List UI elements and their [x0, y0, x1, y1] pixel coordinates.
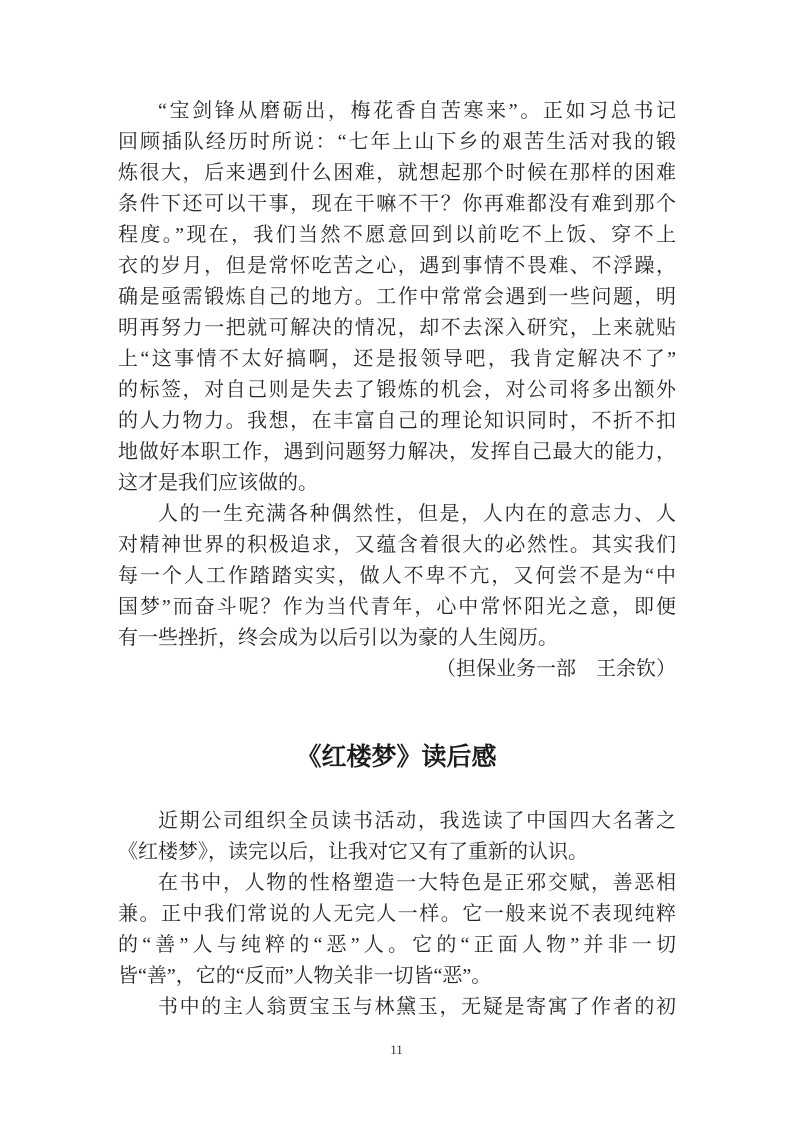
paragraph-line: 这才是我们应该做的。: [118, 472, 318, 494]
paragraph-line: 衣的岁月，但是常怀吃苦之心，遇到事情不畏难、不浮躁，: [118, 255, 676, 277]
essay-title: 《红楼梦》读后感: [296, 743, 497, 771]
paragraph-line: 条件下还可以干事，现在干嘛不干？你再难都没有难到那个: [118, 193, 676, 215]
essay2-body: [118, 806, 676, 1023]
paragraph-line: 人的一生充满各种偶然性，但是，人内在的意志力、人: [158, 503, 676, 525]
paragraph-line: 上“这事情不太好搞啊，还是报领导吧，我肯定解决不了”: [118, 348, 676, 370]
paragraph-line: 地做好本职工作，遇到问题努力解决，发挥自己最大的能力，: [118, 441, 676, 463]
paragraph-line: 皆“善”，它的“反而”人物关非一切皆“恶”。: [118, 965, 492, 987]
paragraph-line: 确是亟需锻炼自己的地方。工作中常常会遇到一些问题，明: [118, 286, 676, 308]
paragraph-line: 的人力物力。我想，在丰富自己的理论知识同时，不折不扣: [118, 410, 676, 432]
author-signature: （担保业务一部 王余钦）: [436, 658, 676, 680]
paragraph-line: 程度。”现在，我们当然不愿意回到以前吃不上饭、穿不上: [118, 224, 676, 246]
paragraph-line: 回顾插队经历时所说：“七年上山下乡的艰苦生活对我的锻: [118, 131, 676, 153]
essay1-body: [118, 96, 676, 685]
paragraph-line: 书中的主人翁贾宝玉与林黛玉，无疑是寄寓了作者的初: [158, 996, 676, 1018]
paragraph-line: 近期公司组织全员读书活动，我选读了中国四大名著之: [158, 810, 676, 832]
paragraph-line: 明再努力一把就可解决的情况，却不去深入研究，上来就贴: [118, 317, 676, 339]
paragraph-line: 对精神世界的积极追求，又蕴含着很大的必然性。其实我们: [118, 534, 676, 556]
paragraph-line: 的标签，对自己则是失去了锻炼的机会，对公司将多出额外: [118, 379, 676, 401]
paragraph-line: 每一个人工作踏踏实实，做人不卑不亢，又何尝不是为“中: [118, 565, 676, 587]
paragraph-line: 在书中，人物的性格塑造一大特色是正邪交赋，善恶相: [158, 872, 676, 894]
paragraph-line: 的“善”人与纯粹的“恶”人。它的“正面人物”并非一切: [118, 934, 676, 956]
paragraph-line: 《红楼梦》，读完以后，让我对它又有了重新的认识。: [118, 841, 588, 863]
page-number: 11: [390, 1042, 403, 1057]
paragraph-line: 兼。正中我们常说的人无完人一样。它一般来说不表现纯粹: [118, 903, 676, 925]
paragraph-line: 国梦”而奋斗呢？作为当代青年，心中常怀阳光之意，即便: [118, 596, 676, 618]
paragraph-line: “宝剑锋从磨砺出，梅花香自苦寒来”。正如习总书记: [158, 100, 676, 122]
paragraph-line: 有一些挫折，终会成为以后引以为豪的人生阅历。: [118, 627, 558, 649]
paragraph-line: 炼很大，后来遇到什么困难，就想起那个时候在那样的困难: [118, 162, 676, 184]
